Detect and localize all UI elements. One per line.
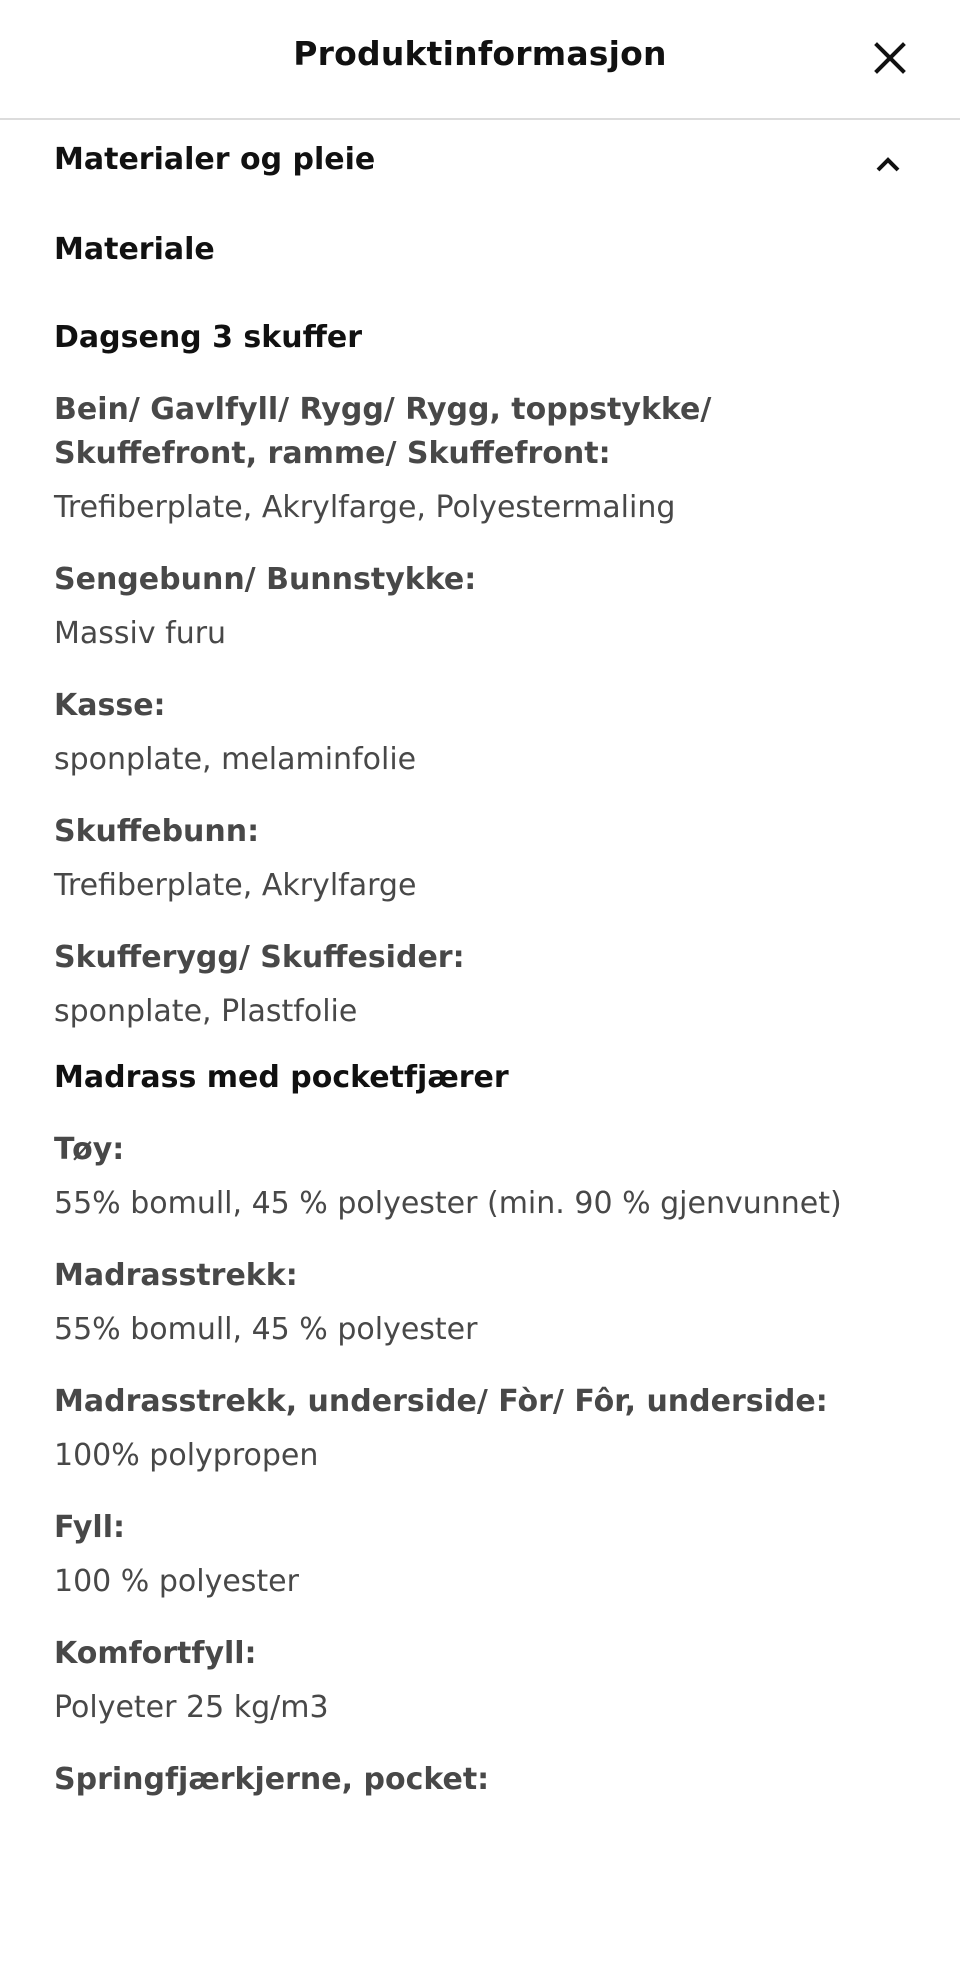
part-label: Komfortfyll: bbox=[54, 1636, 257, 1671]
accordion-title: Materialer og pleie bbox=[54, 142, 376, 177]
part-value: Polyeter 25 kg/m3 bbox=[54, 1690, 329, 1725]
close-icon bbox=[873, 41, 907, 75]
part-value: 55% bomull, 45 % polyester (min. 90 % gjenvunnet) bbox=[54, 1186, 842, 1221]
part-label: Fyll: bbox=[54, 1510, 125, 1545]
part-value: Trefiberplate, Akrylfarge, Polyestermaling bbox=[54, 490, 676, 525]
accordion-materials-care[interactable] bbox=[54, 120, 906, 208]
part-value: Trefiberplate, Akrylfarge bbox=[54, 868, 417, 903]
part-label: Madrasstrekk, underside/ Fòr/ Fôr, underside: bbox=[54, 1384, 828, 1419]
part-value: sponplate, melaminfolie bbox=[54, 742, 417, 777]
part-value: 55% bomull, 45 % polyester bbox=[54, 1312, 478, 1347]
modal-header bbox=[0, 0, 960, 120]
part-value: Massiv furu bbox=[54, 616, 227, 651]
part-label: Sengebunn/ Bunnstykke: bbox=[54, 562, 477, 597]
product-group bbox=[54, 318, 906, 1032]
modal-content bbox=[54, 120, 906, 1802]
modal-title: Produktinformasjon bbox=[293, 34, 667, 73]
chevron-up-icon bbox=[870, 146, 906, 182]
part-value: 100% polypropen bbox=[54, 1438, 319, 1473]
product-name: Dagseng 3 skuffer bbox=[54, 320, 363, 355]
product-name: Madrass med pocketfjærer bbox=[54, 1060, 509, 1095]
product-list bbox=[54, 318, 906, 1802]
part-label: Springfjærkjerne, pocket: bbox=[54, 1762, 490, 1797]
part-label: Bein/ Gavlfyll/ Rygg/ Rygg, toppstykke/ Skuffefront, ramme/ Skuffefront: bbox=[54, 392, 712, 471]
product-group bbox=[54, 1058, 906, 1802]
close-button[interactable] bbox=[866, 34, 914, 82]
part-value: sponplate, Plastfolie bbox=[54, 994, 358, 1029]
part-label: Madrasstrekk: bbox=[54, 1258, 298, 1293]
part-label: Kasse: bbox=[54, 688, 166, 723]
part-label: Skuffebunn: bbox=[54, 814, 260, 849]
material-heading: Materiale bbox=[54, 232, 215, 267]
part-value: 100 % polyester bbox=[54, 1564, 299, 1599]
part-label: Skufferygg/ Skuffesider: bbox=[54, 940, 465, 975]
part-label: Tøy: bbox=[54, 1132, 125, 1167]
